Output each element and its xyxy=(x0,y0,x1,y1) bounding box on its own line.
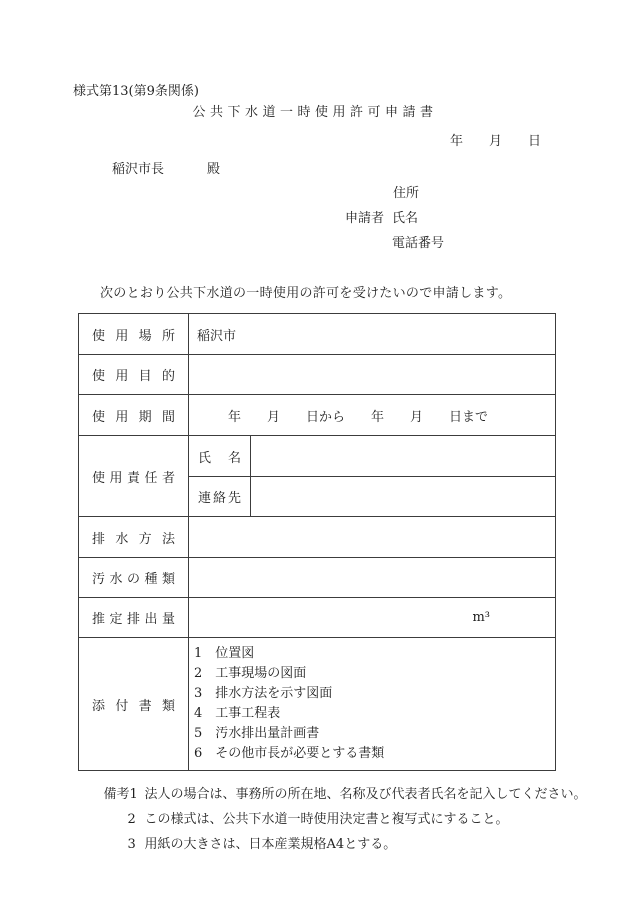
application-table xyxy=(78,313,556,771)
remarks-note-2-number: 2 xyxy=(127,811,136,827)
responsible-name-label: 氏 名 xyxy=(189,436,251,477)
usage-purpose-label: 使用目的 xyxy=(79,355,189,395)
usage-period-label: 使用期間 xyxy=(79,395,189,436)
drainage-method-label: 排水方法 xyxy=(79,517,189,558)
applicant-label: 申請者 xyxy=(345,211,385,226)
form-number: 様式第13(第9条関係) xyxy=(73,84,199,99)
addressee-name: 稲沢市長 xyxy=(112,162,165,177)
table-row-attachments xyxy=(79,638,556,771)
responsible-contact-value xyxy=(251,477,556,517)
remarks-note-1-text: 法人の場合は、事務所の所在地、名称及び代表者氏名を記入してください。 xyxy=(144,786,587,802)
attachment-item: 6 その他市長が必要とする書類 xyxy=(194,746,385,761)
attachment-item: 2 工事現場の図面 xyxy=(194,666,307,681)
estimated-discharge-unit: m³ xyxy=(189,598,556,638)
responsible-label: 使用責任者 xyxy=(79,436,189,517)
table-row-sewage-type xyxy=(79,558,556,598)
page-title: 公共下水道一時使用許可申請書 xyxy=(192,105,438,120)
table-row-usage-purpose xyxy=(79,355,556,395)
table-row-drainage-method xyxy=(79,517,556,558)
attachment-item: 4 工事工程表 xyxy=(194,706,281,721)
attachments-label: 添付書類 xyxy=(79,638,189,771)
applicant-phone-label: 電話番号 xyxy=(392,236,445,251)
attachment-item: 5 汚水排出量計画書 xyxy=(194,726,320,741)
table-row-usage-place xyxy=(79,314,556,355)
attachments-list xyxy=(189,638,556,771)
usage-place-value: 稲沢市 xyxy=(189,314,556,355)
usage-period-value: 年 月 日から 年 月 日まで xyxy=(189,395,556,436)
responsible-contact-label: 連絡先 xyxy=(189,477,251,517)
applicant-name-label: 氏名 xyxy=(392,211,419,226)
table-row-estimated-discharge xyxy=(79,598,556,638)
sewage-type-label: 汚水の種類 xyxy=(79,558,189,598)
table-row-responsible-name xyxy=(79,436,556,477)
responsible-name-value xyxy=(251,436,556,477)
remarks-note-3 xyxy=(111,821,396,868)
date-line: 年 月 日 xyxy=(450,134,542,149)
intro-sentence: 次のとおり公共下水道の一時使用の許可を受けたいので申請します。 xyxy=(100,286,512,301)
addressee-honorific: 殿 xyxy=(207,162,221,177)
table-row-usage-period xyxy=(79,395,556,436)
remarks-note-3-text: 用紙の大きさは、日本産業規格A4とする。 xyxy=(144,836,397,852)
remarks-note-3-number: 3 xyxy=(127,836,136,852)
attachment-item: 1 位置図 xyxy=(194,646,255,661)
remarks-heading: 備考1 xyxy=(103,786,138,802)
remarks-note-2-text: この様式は、公共下水道一時使用決定書と複写式にすること。 xyxy=(144,811,509,827)
applicant-address-label: 住所 xyxy=(393,186,420,201)
drainage-method-value xyxy=(189,517,556,558)
sewage-type-value xyxy=(189,558,556,598)
usage-place-label: 使用場所 xyxy=(79,314,189,355)
usage-purpose-value xyxy=(189,355,556,395)
attachment-item: 3 排水方法を示す図面 xyxy=(194,686,333,701)
estimated-discharge-label: 推定排出量 xyxy=(79,598,189,638)
